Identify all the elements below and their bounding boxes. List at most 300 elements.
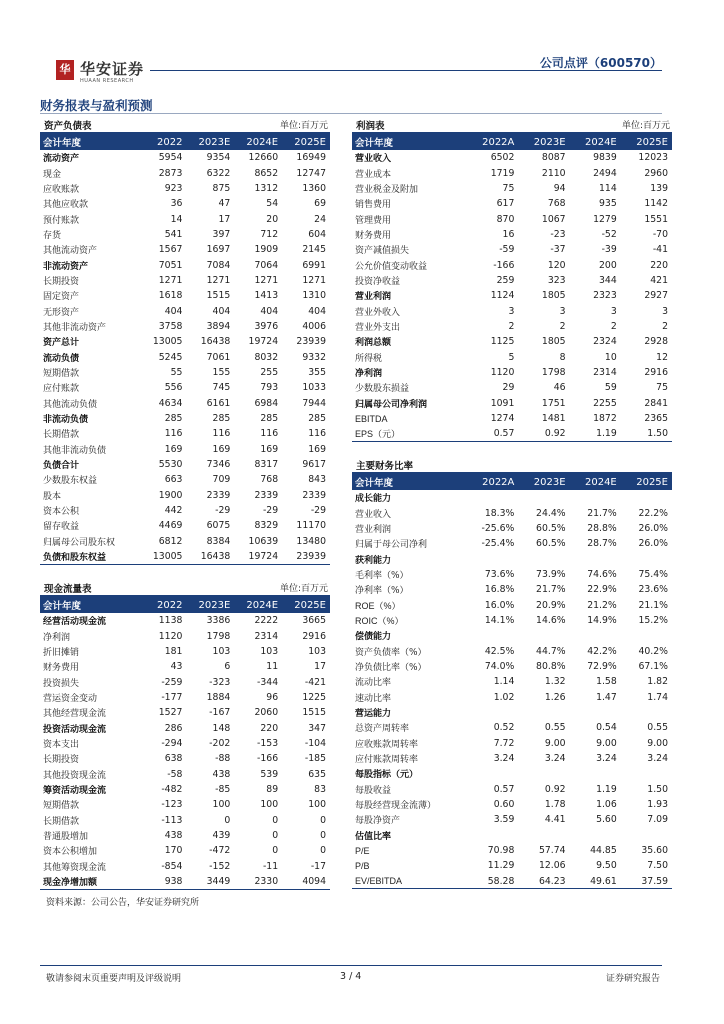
cell-value: 3.59: [493, 814, 515, 826]
cell-value: 7064: [254, 259, 279, 271]
cell-value: [570, 828, 621, 843]
cell-value: -202: [209, 737, 231, 749]
cell-value: -59: [499, 244, 515, 256]
cell-value: 83: [314, 783, 326, 795]
cell-value: 103: [260, 645, 279, 657]
row-label: 营业税金及附加: [355, 184, 419, 195]
year-header: 2022A: [467, 474, 518, 490]
cell-value: 3449: [186, 874, 234, 889]
table-row: [352, 521, 672, 536]
cell-value: 4469: [158, 520, 183, 532]
cell-value: 21.1%: [638, 599, 668, 611]
cell-value: 200: [599, 259, 617, 271]
cell-value: 2339: [302, 489, 326, 501]
cell-value: 1872: [593, 413, 617, 425]
table-row: [40, 736, 330, 751]
cell-value: 1900: [158, 489, 183, 501]
cell-value: 5530: [158, 459, 183, 471]
table-row: [40, 288, 330, 303]
table-header: [40, 581, 330, 595]
row-label: 每股经营现金流薄）: [355, 801, 437, 812]
cell-value: 3976: [254, 320, 279, 332]
report-tag: 公司点评（600570）: [539, 56, 662, 70]
cell-value: [570, 766, 621, 781]
cell-value: 285: [164, 413, 183, 425]
cell-value: 1551: [644, 213, 668, 225]
table-row: [40, 503, 330, 518]
table-row: [40, 613, 330, 628]
cell-value: 19724: [234, 549, 282, 564]
row-label: 负债和股东权益: [40, 549, 139, 564]
cell-value: 8329: [254, 520, 279, 532]
table-header: [40, 118, 330, 132]
table-row: [40, 534, 330, 549]
cell-value: -259: [161, 676, 183, 688]
cell-value: 0.60: [493, 799, 515, 811]
cell-value: 870: [496, 213, 515, 225]
cell-value: -166: [257, 753, 279, 765]
cell-value: [467, 628, 518, 643]
page-header: [0, 0, 724, 96]
table-row: [352, 597, 672, 612]
cell-value: 70.98: [487, 845, 515, 857]
row-label: EBITDA: [355, 413, 388, 424]
table-row: [40, 181, 330, 196]
year-header: 2024E: [234, 597, 282, 613]
cell-value: 94: [553, 182, 566, 194]
row-label: 投资活动现金流: [43, 724, 107, 735]
cell-value: 21.2%: [587, 599, 617, 611]
cell-value: 5: [508, 351, 515, 363]
table-row: [352, 380, 672, 395]
cell-value: 404: [164, 305, 183, 317]
year-header: 2023E: [186, 597, 234, 613]
source-note: 资料来源：公司公告，华安证券研究所: [46, 898, 200, 908]
footer-doc-type: 证券研究报告: [605, 974, 660, 984]
row-label: 无形资产: [43, 307, 80, 318]
cell-value: 100: [260, 799, 279, 811]
cell-value: 6984: [254, 397, 279, 409]
cell-value: 3: [610, 305, 617, 317]
cell-value: 4094: [282, 874, 330, 889]
header-label: 会计年度: [352, 134, 467, 150]
cell-value: 638: [164, 753, 183, 765]
table-row: [352, 582, 672, 597]
cell-value: 57.74: [538, 845, 566, 857]
cell-value: 1274: [490, 413, 515, 425]
cell-value: 29: [502, 382, 515, 394]
year-header: 2023E: [186, 134, 234, 150]
company-logo-mark: 华安: [56, 60, 74, 80]
cell-value: 47: [218, 198, 231, 210]
cell-value: 1.14: [493, 676, 515, 688]
table-row: [352, 843, 672, 858]
cell-value: 541: [164, 228, 183, 240]
cell-value: 1413: [254, 290, 279, 302]
cell-value: 1.47: [596, 691, 617, 703]
cell-value: 1091: [490, 397, 515, 409]
row-label: 归属母公司股东权: [43, 537, 116, 548]
cell-value: -41: [652, 244, 668, 256]
cell-value: 10: [604, 351, 617, 363]
cell-value: 9.00: [596, 737, 617, 749]
cell-value: 768: [547, 198, 566, 210]
table-row: [352, 334, 672, 349]
year-header: 2023E: [518, 134, 569, 150]
table-header: [352, 458, 672, 472]
cell-value: 712: [260, 228, 279, 240]
row-label: 财务费用: [43, 663, 80, 674]
cell-value: -29: [215, 505, 231, 517]
row-label: 其他非流动负债: [43, 445, 107, 456]
row-label: 少数股东权益: [43, 476, 98, 487]
table-row: [40, 457, 330, 472]
cell-value: 347: [308, 722, 326, 734]
cell-value: 1805: [541, 336, 566, 348]
cell-value: 1798: [541, 366, 566, 378]
cell-value: 3665: [302, 615, 326, 627]
table-row: [352, 689, 672, 704]
table-row: [40, 766, 330, 781]
row-label: 长期投资: [43, 755, 80, 766]
cell-value: 3386: [206, 615, 231, 627]
table-unit: 单位:百万元: [279, 584, 328, 594]
cell-value: 1310: [302, 290, 326, 302]
cell-value: 23.6%: [638, 584, 668, 596]
cell-value: 2222: [254, 615, 279, 627]
year-header: 2025E: [621, 134, 672, 150]
year-header: 2022: [139, 597, 187, 613]
cell-value: 170: [164, 845, 183, 857]
cell-value: 397: [212, 228, 231, 240]
cell-value: 285: [212, 413, 231, 425]
table-row: [352, 782, 672, 797]
cell-value: 0.55: [647, 722, 668, 734]
row-label: 营业外支出: [355, 322, 401, 333]
cell-value: 1124: [490, 290, 515, 302]
cell-value: 6075: [206, 520, 231, 532]
table-row: [40, 196, 330, 211]
table-row: [40, 644, 330, 659]
cell-value: 0.57: [493, 783, 515, 795]
table-row: [40, 365, 330, 380]
cell-value: -167: [209, 707, 231, 719]
cell-value: 6: [224, 661, 231, 673]
table-row: [352, 257, 672, 272]
header-label: 会计年度: [352, 474, 467, 490]
cell-value: -472: [209, 845, 231, 857]
cell-value: 355: [308, 366, 326, 378]
table-row: [40, 720, 330, 735]
cell-value: -177: [161, 691, 183, 703]
cell-value: -85: [215, 783, 231, 795]
cell-value: 49.61: [570, 874, 621, 889]
cell-value: 2314: [254, 630, 279, 642]
table-row: [40, 411, 330, 426]
cell-value: 3: [559, 305, 566, 317]
cell-value: 22.2%: [638, 507, 668, 519]
cell-value: 2928: [644, 336, 668, 348]
table-title: 资产负债表: [44, 121, 92, 132]
cell-value: 1225: [302, 691, 326, 703]
table-row: [40, 442, 330, 457]
table-header-row: [352, 134, 672, 150]
cell-value: 3: [662, 305, 668, 317]
row-label: 财务费用: [355, 230, 392, 241]
cell-value: 14.6%: [536, 614, 566, 626]
table-row: [40, 690, 330, 705]
cell-value: [621, 628, 672, 643]
cell-value: 635: [308, 768, 326, 780]
table-row: [40, 859, 330, 874]
cell-value: 75.4%: [638, 568, 668, 580]
cell-value: 3.24: [544, 753, 566, 765]
cell-value: 5.60: [596, 814, 617, 826]
cell-value: 116: [260, 428, 279, 440]
cell-value: 2314: [593, 366, 617, 378]
cell-value: 4006: [302, 320, 326, 332]
row-label: 投资净收益: [355, 276, 401, 287]
row-label: 资产减值损失: [355, 246, 410, 257]
row-label: 估值比率: [355, 831, 392, 842]
row-label: 少数股东损益: [355, 384, 410, 395]
cell-value: 59: [604, 382, 617, 394]
table-row: [40, 303, 330, 318]
cell-value: 3758: [158, 320, 183, 332]
cell-value: 11170: [296, 520, 326, 532]
cell-value: [467, 705, 518, 720]
table-row: [352, 288, 672, 303]
table-unit: 单位:百万元: [279, 121, 328, 131]
cell-value: 2: [662, 320, 668, 332]
cell-value: 2145: [302, 244, 326, 256]
cell-value: 116: [308, 428, 326, 440]
cell-value: 103: [308, 645, 326, 657]
cell-value: 20.9%: [536, 599, 566, 611]
table-row: [40, 518, 330, 533]
row-label: 固定资产: [43, 292, 80, 303]
row-label: 每股净资产: [355, 816, 401, 827]
row-label: 留存收益: [43, 522, 80, 533]
cell-value: -17: [310, 860, 326, 872]
cell-value: 2: [508, 320, 515, 332]
cell-value: 55: [170, 366, 183, 378]
table-row: [40, 828, 330, 843]
cell-value: 26.0%: [638, 538, 668, 550]
cell-value: 42.5%: [484, 645, 515, 657]
cash-flow-table: [40, 581, 330, 890]
row-label: 短期借款: [43, 368, 80, 379]
cell-value: 875: [212, 182, 231, 194]
cell-value: 556: [164, 382, 183, 394]
cell-value: 9839: [593, 152, 617, 164]
cell-value: [467, 551, 518, 566]
cell-value: [518, 551, 569, 566]
cell-value: 3: [508, 305, 515, 317]
balance-sheet-table: [40, 118, 330, 565]
cell-value: -25.6%: [481, 522, 515, 534]
cell-value: 74.6%: [587, 568, 617, 580]
row-label: 归属于母公司净利: [355, 540, 428, 551]
table-row: [352, 797, 672, 812]
row-label: 销售费用: [355, 200, 392, 211]
cell-value: 1481: [541, 413, 566, 425]
cell-value: [621, 828, 672, 843]
table-row: [352, 165, 672, 180]
cell-value: 1.58: [596, 676, 617, 688]
cell-value: -39: [601, 244, 617, 256]
row-label: 其他流动负债: [43, 399, 98, 410]
cell-value: 72.9%: [587, 660, 617, 672]
table-row: [352, 303, 672, 318]
cell-value: 6161: [206, 397, 231, 409]
cell-value: 15.2%: [638, 614, 668, 626]
cell-value: 1.06: [596, 799, 617, 811]
table-row: [40, 797, 330, 812]
table-row: [352, 567, 672, 582]
table-row: [352, 196, 672, 211]
table-row: [40, 211, 330, 226]
cell-value: 1067: [541, 213, 566, 225]
cell-value: 768: [260, 474, 279, 486]
table-row: [40, 782, 330, 797]
cell-value: 60.5%: [536, 538, 566, 550]
table-row: [40, 334, 330, 349]
table-row: [40, 751, 330, 766]
cell-value: -113: [161, 814, 183, 826]
cell-value: 439: [212, 829, 231, 841]
cell-value: 2916: [644, 366, 668, 378]
table-row: [352, 551, 672, 566]
row-label: 非流动资产: [43, 261, 89, 272]
row-label: 营业外收入: [355, 307, 401, 318]
cell-value: 74.0%: [484, 660, 515, 672]
financial-ratios-table: [352, 458, 672, 889]
cell-value: [467, 766, 518, 781]
row-label: 现金净增加额: [40, 874, 139, 889]
cell-value: -166: [493, 259, 515, 271]
cell-value: 64.23: [518, 874, 569, 889]
cell-value: 1.32: [544, 676, 566, 688]
cell-value: 938: [139, 874, 187, 889]
section-title: 财务报表与盈利预测: [40, 98, 153, 113]
cell-value: 37.59: [621, 874, 672, 889]
cell-value: -37: [550, 244, 566, 256]
cell-value: 1697: [206, 244, 231, 256]
row-label: 预付账款: [43, 215, 80, 226]
cell-value: 1312: [254, 182, 279, 194]
cell-value: 181: [164, 645, 183, 657]
table-row: [352, 766, 672, 781]
cell-value: 9.00: [544, 737, 566, 749]
cell-value: 6991: [302, 259, 326, 271]
table-row: [40, 659, 330, 674]
cell-value: 404: [212, 305, 231, 317]
cell-value: 2323: [593, 290, 617, 302]
row-label: ROE（%）: [355, 600, 401, 611]
year-header: 2025E: [621, 474, 672, 490]
table-row: [352, 349, 672, 364]
cell-value: 259: [496, 274, 515, 286]
row-label: 净利润: [43, 632, 71, 643]
cell-value: 8: [559, 351, 566, 363]
cell-value: 12023: [638, 152, 668, 164]
row-label: 长期借款: [43, 430, 80, 441]
cell-value: 21.7%: [536, 584, 566, 596]
table-row: [40, 273, 330, 288]
cell-value: 220: [260, 722, 279, 734]
cell-value: 103: [212, 645, 231, 657]
row-label: 应付账款: [43, 384, 80, 395]
cell-value: -344: [257, 676, 279, 688]
cell-value: 0: [320, 845, 326, 857]
table-row: [40, 165, 330, 180]
cell-value: 100: [212, 799, 231, 811]
cell-value: 1138: [158, 615, 183, 627]
row-label: 营业成本: [355, 169, 392, 180]
cell-value: 8317: [254, 459, 279, 471]
table-row: [40, 488, 330, 503]
cell-value: 0: [272, 814, 279, 826]
row-label: 资产负债率（%）: [355, 647, 427, 658]
table-row: [40, 874, 330, 889]
row-label: 投资损失: [43, 678, 80, 689]
cell-value: 3.24: [493, 753, 515, 765]
cell-value: 80.8%: [536, 660, 566, 672]
cell-value: 13005: [152, 336, 183, 348]
cell-value: 1567: [158, 244, 183, 256]
cell-value: 23939: [296, 336, 326, 348]
cell-value: 7.09: [647, 814, 668, 826]
cell-value: 9617: [302, 459, 326, 471]
data-grid: [40, 134, 330, 565]
cell-value: 67.1%: [638, 660, 668, 672]
cell-value: [570, 490, 621, 505]
cell-value: -70: [652, 228, 668, 240]
row-label: 普通股增加: [43, 831, 89, 842]
cell-value: 0: [320, 814, 326, 826]
cell-value: 0.92: [518, 426, 569, 441]
table-row: [40, 227, 330, 242]
cell-value: 1805: [541, 290, 566, 302]
row-label: 所得税: [355, 353, 383, 364]
cell-value: 69: [314, 198, 326, 210]
cell-value: 1033: [302, 382, 326, 394]
cell-value: 1.19: [570, 426, 621, 441]
cell-value: 1.50: [647, 783, 668, 795]
cell-value: 0.54: [596, 722, 617, 734]
cell-value: 139: [650, 182, 668, 194]
cell-value: 0: [224, 814, 231, 826]
cell-value: -52: [601, 228, 617, 240]
table-row: [352, 736, 672, 751]
cell-value: -88: [215, 753, 231, 765]
table-row: [40, 549, 330, 564]
cell-value: 23939: [282, 549, 330, 564]
cell-value: [621, 551, 672, 566]
cell-value: 3894: [206, 320, 231, 332]
cell-value: 169: [308, 443, 326, 455]
cell-value: 2: [559, 320, 566, 332]
cell-value: 3.24: [647, 753, 668, 765]
cell-value: 58.28: [467, 874, 518, 889]
cell-value: 89: [266, 783, 279, 795]
cell-value: 22.9%: [587, 584, 617, 596]
cell-value: 1909: [254, 244, 279, 256]
cell-value: -29: [310, 505, 326, 517]
cell-value: 1884: [206, 691, 231, 703]
cell-value: 2365: [644, 413, 668, 425]
